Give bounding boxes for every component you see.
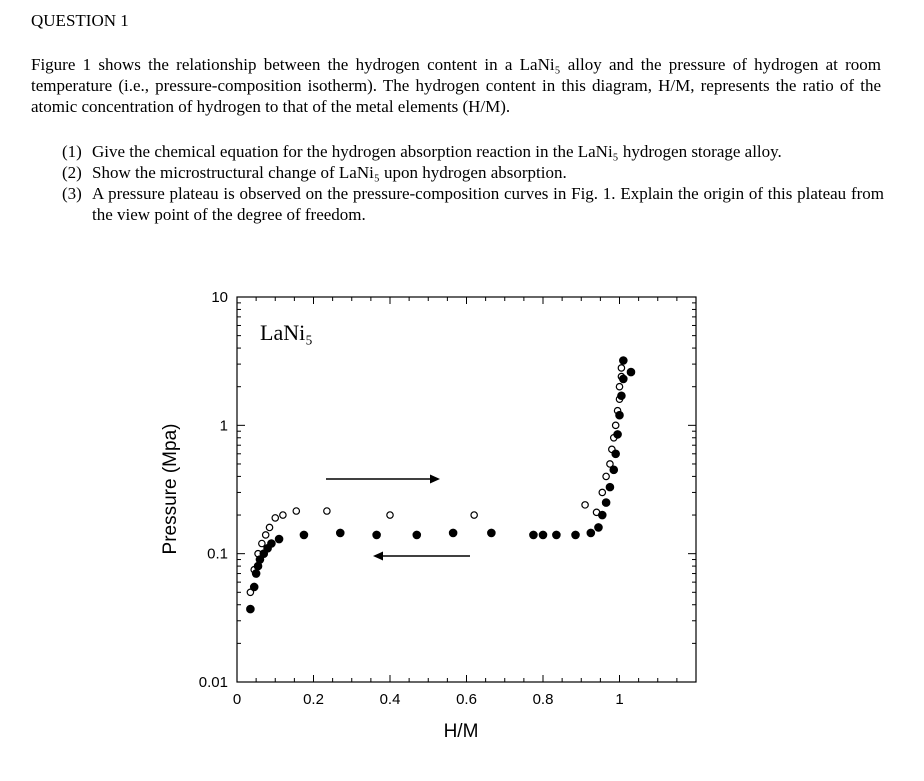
desorption-point: [610, 466, 618, 474]
question-item-number: (1): [62, 142, 82, 161]
data-points: [247, 357, 635, 613]
absorption-point: [272, 515, 278, 521]
x-tick-label: 0.2: [303, 691, 324, 708]
desorption-point: [587, 529, 595, 537]
question-item-text: A pressure plateau is observed on the pressure-composition curves in Fig. 1. Explain the origin of this plateau from the view point of the degree of freedom.: [92, 184, 884, 224]
plot-frame: [237, 297, 696, 682]
question-item-text: Show the microstructural change of LaNi₅ upon hydrogen absorption.: [92, 163, 567, 182]
x-tick-label: 0: [232, 691, 242, 708]
x-tick-label: 0.8: [532, 691, 554, 708]
absorption-point: [324, 508, 330, 514]
desorption-point: [300, 531, 308, 539]
desorption-point: [612, 450, 620, 458]
question-intro: Figure 1 shows the relationship between the hydrogen content in a LaNi₅ alloy and the pressure of hydrogen at room temperature (i.e., pressure-composition isotherm). The hydrogen content in this diagram, H/M, represents the ratio of the atomic concentration of hydrogen to that of the metal elements (H/M).: [31, 55, 881, 116]
desorption-point: [602, 499, 610, 507]
desorption-point: [595, 524, 603, 532]
desorption-point: [614, 431, 622, 439]
question-item-text: Give the chemical equation for the hydrogen absorption reaction in the LaNi₅ hydrogen storage alloy.: [92, 142, 782, 161]
desorption-point: [275, 535, 283, 543]
y-tick-label: 0.01: [198, 674, 228, 691]
desorption-point: [252, 570, 260, 578]
desorption-point: [268, 540, 276, 548]
axis-ticks: [199, 289, 696, 708]
x-tick-label: 0.6: [456, 691, 477, 708]
x-tick-label: 0.4: [379, 691, 401, 708]
desorption-point: [606, 483, 614, 491]
desorption-point: [618, 392, 626, 400]
desorption-point: [373, 531, 381, 539]
desorption-point: [250, 583, 258, 591]
desorption-point: [627, 368, 635, 376]
desorption-point: [620, 375, 628, 383]
absorption-arrow: [326, 475, 440, 484]
absorption-point: [616, 384, 622, 390]
absorption-point: [387, 512, 393, 518]
absorption-point: [612, 422, 618, 428]
absorption-point: [280, 512, 286, 518]
desorption-point: [620, 357, 628, 365]
desorption-point: [553, 531, 561, 539]
chart-annotation: LaNi₅: [260, 320, 313, 345]
y-tick-label: 1: [219, 417, 228, 435]
desorption-point: [336, 529, 344, 537]
absorption-point: [582, 502, 588, 508]
desorption-point: [247, 605, 255, 613]
x-axis-label: H/M: [443, 721, 479, 742]
desorption-point: [572, 531, 580, 539]
absorption-point: [603, 473, 609, 479]
desorption-point: [598, 511, 606, 519]
absorption-point: [262, 532, 268, 538]
question-item-number: (3): [62, 184, 82, 203]
y-axis-label: Pressure (Mpa): [160, 423, 181, 555]
question-item-number: (2): [62, 163, 82, 182]
absorption-point: [266, 524, 272, 530]
x-tick-label: 1: [615, 691, 624, 708]
absorption-point: [293, 508, 299, 514]
question-title: QUESTION 1: [31, 11, 129, 30]
y-tick-label: 0.1: [207, 545, 228, 563]
desorption-point: [413, 531, 421, 539]
desorption-point: [449, 529, 457, 537]
desorption-point: [530, 531, 538, 539]
desorption-point: [488, 529, 496, 537]
absorption-point: [259, 540, 265, 546]
absorption-point: [599, 489, 605, 495]
desorption-arrow: [373, 552, 470, 561]
desorption-point: [539, 531, 547, 539]
y-tick-label: 10: [211, 289, 228, 306]
desorption-point: [616, 411, 624, 419]
absorption-point: [618, 365, 624, 371]
absorption-point: [471, 512, 477, 518]
